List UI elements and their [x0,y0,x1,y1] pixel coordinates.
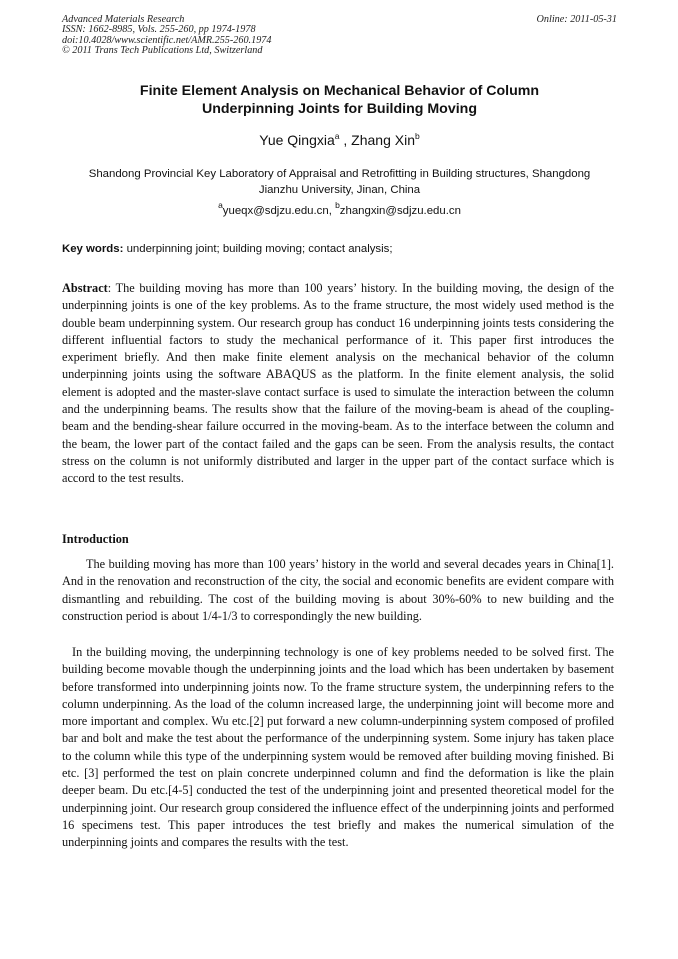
introduction-paragraph-2: In the building moving, the underpinning technology is one of key problems needed to be solved first. The building become movable though the underpinning joints and the load which has been undertaken by basement before transformed into underpinning joints now. To the frame structure system, the underpinning refers to the column underpinning. As the load of the column increased large, the underpinning joint will become more and more important and complex. Wu etc.[2] put forward a new column-underpinning system composed of profiled bar and bolt and make the test about the performance of the underpinning system. Some injury has taken place to the column while this type of the underpinning system would be removed after building moving finished. Bi etc. [3] performed the test on plain concrete underpinned column and find the deformation is like the plain deeper beam. Du etc.[4-5] conducted the test of the underpinning joint and presented theoretical model for the underpinning joint. Our research group considered the influence effect of the underpinning joints and performed 16 specimens test. This paper introduces the test briefly and makes the numerical simulation of the underpinning joints and compares the results with the test. [62,645,614,850]
title-line-1: Finite Element Analysis on Mechanical Behavior of Column [139,83,540,99]
keywords [62,242,617,257]
doi-line: doi:10.4028/www.scientific.net/AMR.255-260.1974 [62,34,272,46]
abstract-text: : The building moving has more than 100 years’ history. In the building moving, the design of the underpinning joints is one of the key problems. As to the frame structure, the most widely used method is the double beam underpinning system. Our research group has conduct 16 underpinning joints tests considering the different influential factors to study the mechanical performance of it. This paper first introduces the experiment briefly. And then make finite element analysis on the mechanical behavior of the column underpinning joints using the software ABAQUS as the platform. In the finite element analysis, the solid element is adopted and the master-slave contact surface is used to simulate the interaction between the column and the underpinning beams. The results show that the failure of the moving-beam is ahead of the coupling-beam and the bending-shear failure occurred in the moving-beam. As to the interface between the column and the beam, the lower part of the contact failed and the gaps can be seen. From the analysis results, the contact stress on the column is not uniformly distributed and larger in the upper part of the contact surface which is accord to the test results. [62,281,614,486]
email-b-mark: b [335,200,340,210]
affiliation-line-2: Jianzhu University, Jinan, China [258,183,421,196]
author-emails [62,200,617,219]
email-a-mark: a [218,200,223,210]
email-separator: , [328,205,336,217]
author-separator: , [339,132,352,148]
affiliation [62,167,617,198]
introduction-paragraph-1: The building moving has more than 100 years’ history in the world and several decades years in China[1]. And in the renovation and reconstruction of the city, the social and economic benefits are evident compare with dismantling and rebuilding. The cost of the building moving is about 30%-60% to new building and the construction period is about 1/4-1/3 to correspondingly the new building. [62,557,614,623]
keywords-text: underpinning joint; building moving; contact analysis; [123,243,393,255]
introduction-heading: Introduction [62,532,129,546]
author-2: Zhang Xin [351,132,415,148]
email-b: zhangxin@sdjzu.edu.cn [339,205,461,217]
paper-title [62,82,617,118]
online-date: Online: 2011-05-31 [536,14,617,25]
copyright-line: © 2011 Trans Tech Publications Ltd, Switzerland [62,45,263,57]
journal-name: Advanced Materials Research [62,14,185,25]
affiliation-line-1: Shandong Provincial Key Laboratory of Appraisal and Retrofitting in Building structures, Shangdong [88,168,591,180]
abstract-label: Abstract [62,281,108,295]
abstract [62,280,614,488]
issn-line: ISSN: 1662-8985, Vols. 255-260, pp 1974-1978 [62,24,256,36]
journal-header [62,15,617,57]
author-list [62,131,617,149]
title-line-2: Underpinning Joints for Building Moving [201,101,478,117]
author-1: Yue Qingxia [259,132,335,148]
email-a: yueqx@sdjzu.edu.cn [222,205,329,217]
author-2-affil-mark: b [415,131,420,141]
author-1-affil-mark: a [334,131,340,141]
keywords-label: Key words: [62,243,124,255]
